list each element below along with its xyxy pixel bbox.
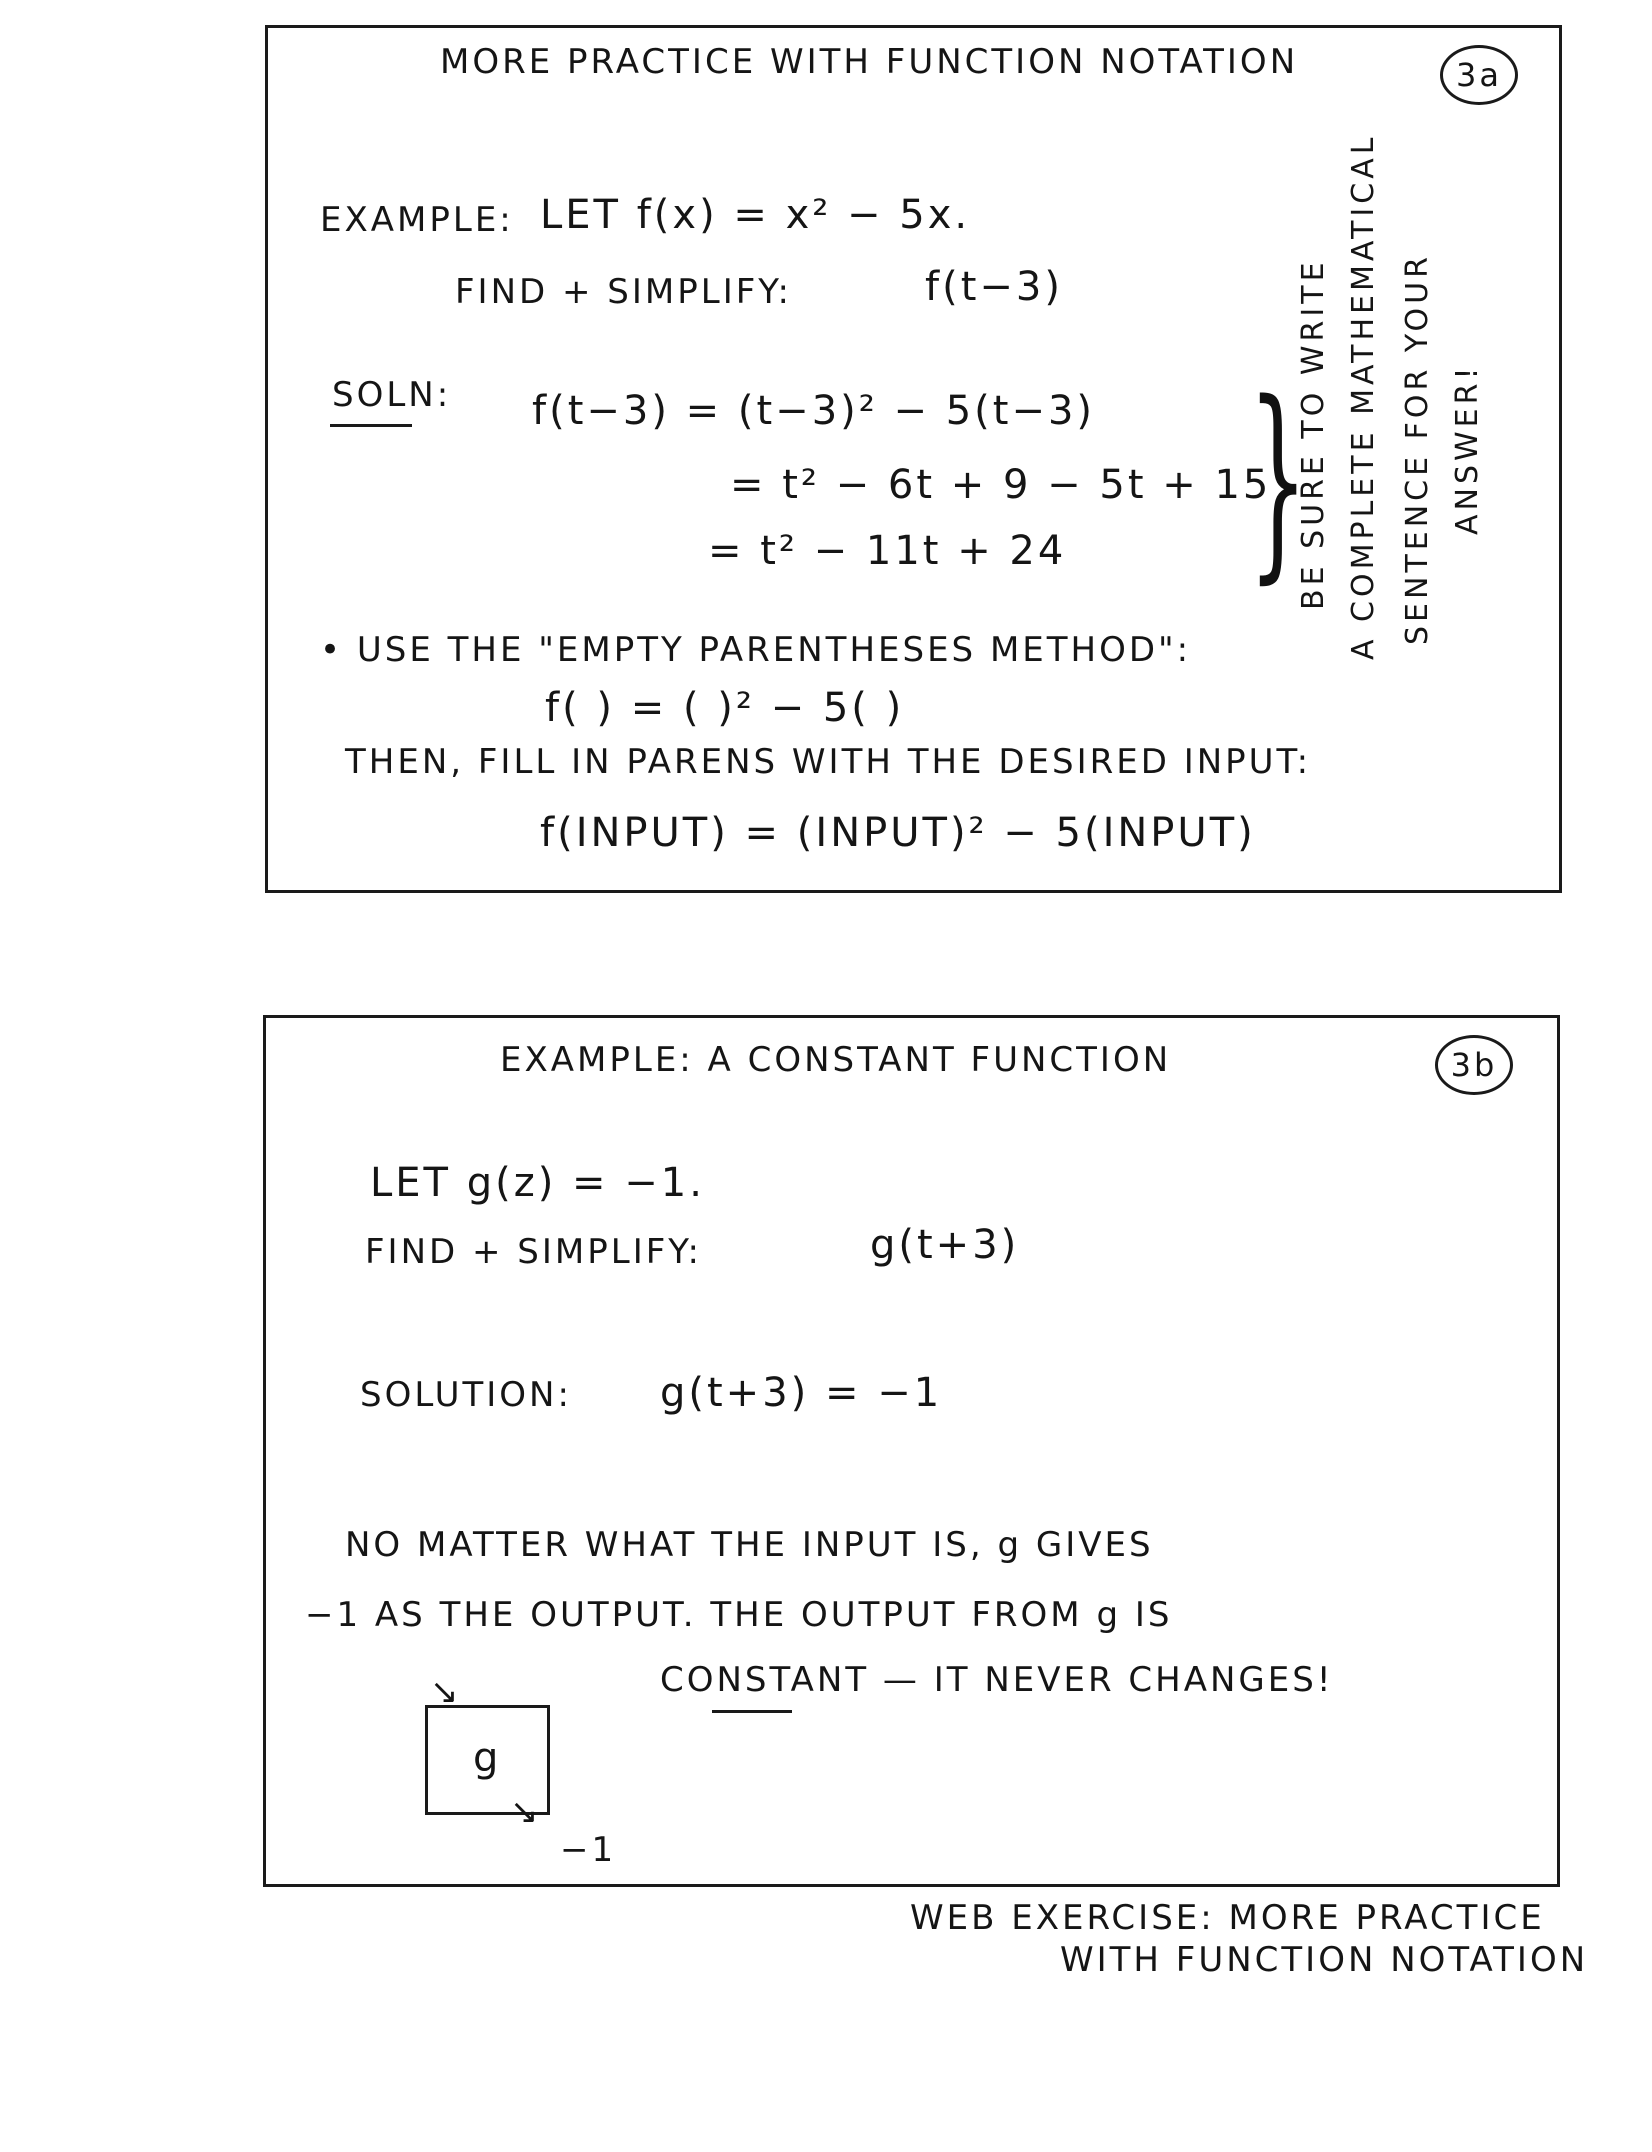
then-instruction: THEN, FILL IN PARENS WITH THE DESIRED INPUT: — [345, 742, 1312, 782]
let-g-definition: LET g(z) = −1. — [370, 1160, 705, 1206]
solution-step-1: f(t−3) = (t−3)² − 5(t−3) — [532, 388, 1096, 434]
panel-a-badge: 3a — [1440, 45, 1518, 105]
side-note-line-2: A COMPLETE MATHEMATICAL — [1346, 133, 1381, 660]
panel-b-title: EXAMPLE: A CONSTANT FUNCTION — [500, 1040, 1172, 1080]
example-label: EXAMPLE: — [320, 200, 514, 240]
side-note-line-4: ANSWER! — [1450, 363, 1485, 535]
empty-parentheses-expression: f( ) = ( )² − 5( ) — [545, 685, 905, 731]
solution-label: SOLUTION: — [360, 1375, 572, 1415]
solution-step-3: = t² − 11t + 24 — [708, 528, 1067, 574]
explanation-line-3: CONSTANT — IT NEVER CHANGES! — [660, 1660, 1334, 1700]
output-arrow-icon: ↘ — [510, 1792, 542, 1832]
find-expression: f(t−3) — [925, 264, 1063, 310]
soln-label: SOLN: — [332, 375, 452, 415]
explanation-line-1: NO MATTER WHAT THE INPUT IS, g GIVES — [345, 1525, 1154, 1565]
panel-a-title: MORE PRACTICE WITH FUNCTION NOTATION — [440, 42, 1299, 82]
find-simplify-label: FIND + SIMPLIFY: — [455, 272, 792, 312]
solution-expression: g(t+3) = −1 — [660, 1370, 943, 1416]
input-arrow-icon: ↘ — [430, 1672, 462, 1712]
function-machine-label: g — [473, 1735, 502, 1781]
constant-underline — [712, 1710, 792, 1713]
web-exercise-line-1: WEB EXERCISE: MORE PRACTICE — [910, 1898, 1545, 1938]
web-exercise-line-2: WITH FUNCTION NOTATION — [1060, 1940, 1589, 1980]
side-note-line-1: BE SURE TO WRITE — [1296, 258, 1331, 610]
solution-step-2: = t² − 6t + 9 − 5t + 15 — [730, 462, 1272, 508]
empty-parentheses-bullet: • USE THE "EMPTY PARENTHESES METHOD": — [320, 630, 1192, 670]
panel-b-find-expression: g(t+3) — [870, 1222, 1020, 1268]
function-machine-output: −1 — [560, 1830, 617, 1870]
example-definition: LET f(x) = x² − 5x. — [540, 192, 971, 238]
right-brace: } — [1248, 357, 1309, 602]
explanation-line-2: −1 AS THE OUTPUT. THE OUTPUT FROM g IS — [305, 1595, 1173, 1635]
panel-b-badge: 3b — [1435, 1035, 1513, 1095]
side-note-line-3: SENTENCE FOR YOUR — [1400, 253, 1435, 645]
panel-b-find-label: FIND + SIMPLIFY: — [365, 1232, 702, 1272]
soln-underline — [330, 424, 412, 427]
input-expression: f(INPUT) = (INPUT)² − 5(INPUT) — [540, 810, 1256, 856]
